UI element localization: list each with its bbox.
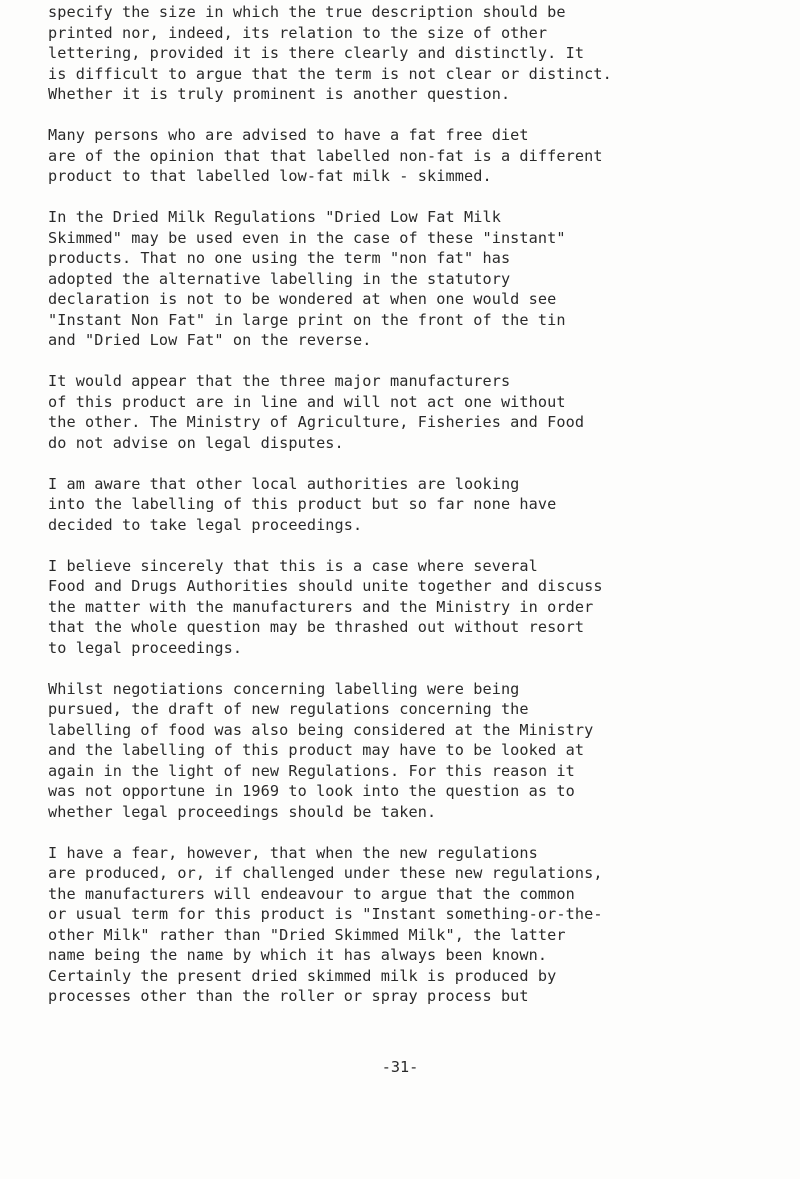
text-line: labelling of food was also being considered at the Ministry (48, 720, 594, 739)
text-line: and the labelling of this product may have to be looked at (48, 741, 585, 759)
paragraph (48, 125, 788, 187)
text-line: Many persons who are advised to have a fat free diet (48, 126, 529, 144)
text-line: the manufacturers will endeavour to argue that the common (48, 884, 575, 903)
text-line: It would appear that the three major manufacturers (48, 372, 511, 390)
paragraph (48, 679, 788, 823)
text-line: declaration is not to be wondered at when one would see (48, 290, 557, 308)
text-line: is difficult to argue that the term is not clear or distinct. (48, 64, 612, 83)
text-line: lettering, provided it is there clearly and distinctly. It (48, 44, 585, 62)
text-line: decided to take legal proceedings. (48, 515, 363, 534)
text-line: do not advise on legal disputes. (48, 433, 344, 452)
text-line: In the Dried Milk Regulations "Dried Low Fat Milk (48, 208, 501, 226)
text-line: adopted the alternative labelling in the statutory (48, 269, 511, 288)
text-line: Food and Drugs Authorities should unite together and discuss (48, 577, 603, 595)
text-line: are of the opinion that that labelled non-fat is a different (48, 146, 603, 165)
text-line: was not opportune in 1969 to look into the question as to (48, 782, 575, 800)
text-line: whether legal proceedings should be taken. (48, 802, 437, 821)
text-line: Whether it is truly prominent is another question. (48, 85, 511, 103)
text-line: into the labelling of this product but so far none have (48, 495, 557, 513)
paragraph (48, 2, 788, 105)
text-line: "Instant Non Fat" in large print on the front of the tin (48, 310, 566, 329)
text-line: are produced, or, if challenged under these new regulations, (48, 864, 603, 882)
paragraph (48, 474, 788, 536)
document-body (48, 2, 788, 1027)
text-line: products. That no one using the term "non fat" has (48, 249, 511, 267)
text-line: processes other than the roller or spray process but (48, 987, 529, 1005)
text-line: and "Dried Low Fat" on the reverse. (48, 331, 372, 349)
text-line: or usual term for this product is "Instant something-or-the- (48, 905, 603, 923)
text-line: specify the size in which the true description should be (48, 3, 566, 21)
text-line: pursued, the draft of new regulations concerning the (48, 700, 529, 718)
text-line: to legal proceedings. (48, 638, 243, 657)
text-line: Whilst negotiations concerning labelling were being (48, 679, 520, 698)
text-line: printed nor, indeed, its relation to the size of other (48, 23, 548, 42)
paragraph (48, 556, 788, 659)
text-line: that the whole question may be thrashed out without resort (48, 618, 585, 636)
text-line: I have a fear, however, that when the new regulations (48, 843, 538, 862)
page-number: -31- (381, 1058, 419, 1076)
text-line: Certainly the present dried skimmed milk is produced by (48, 966, 557, 985)
text-line: I believe sincerely that this is a case where several (48, 556, 538, 575)
paragraph (48, 371, 788, 453)
paragraph (48, 843, 788, 1007)
text-line: the matter with the manufacturers and the Ministry in order (48, 597, 594, 616)
text-line: of this product are in line and will not act one without (48, 392, 566, 411)
text-line: name being the name by which it has always been known. (48, 946, 548, 964)
paragraph (48, 207, 788, 351)
text-line: again in the light of new Regulations. For this reason it (48, 761, 575, 780)
text-line: I am aware that other local authorities are looking (48, 474, 520, 493)
text-line: Skimmed" may be used even in the case of these "instant" (48, 228, 566, 247)
text-line: other Milk" rather than "Dried Skimmed Milk", the latter (48, 925, 566, 944)
text-line: product to that labelled low-fat milk - skimmed. (48, 167, 492, 185)
text-line: the other. The Ministry of Agriculture, Fisheries and Food (48, 413, 585, 431)
